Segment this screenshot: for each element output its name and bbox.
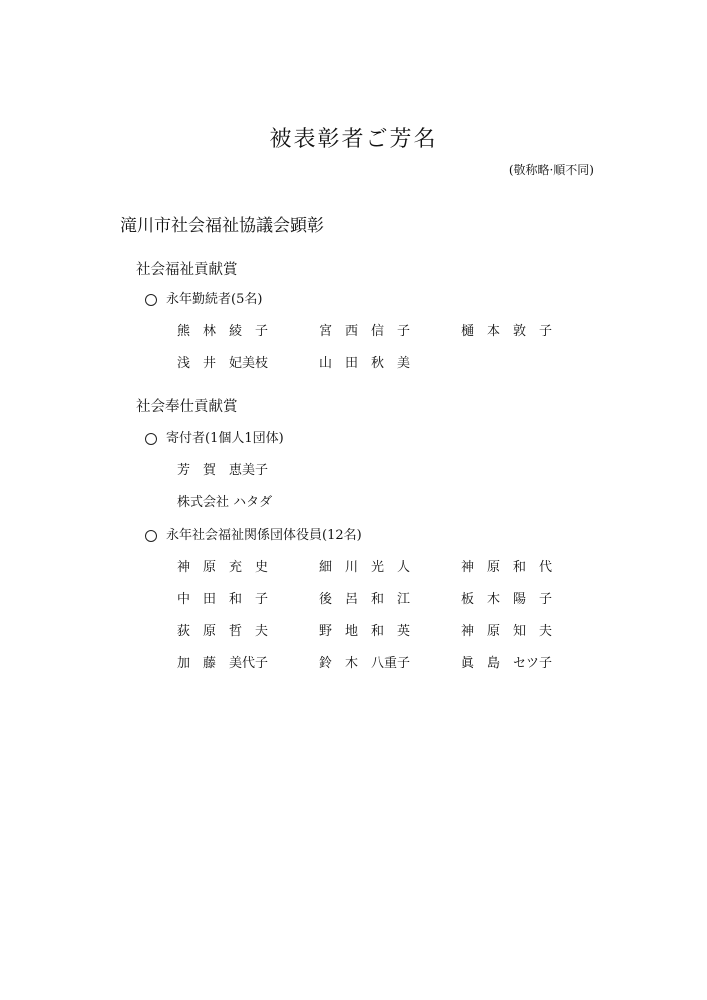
recipient-name: 株式会社 ハタダ — [177, 495, 273, 510]
recipient-name: 後 呂 和 江 — [319, 592, 411, 607]
circle-bullet-icon — [145, 433, 157, 445]
circle-bullet-icon — [145, 530, 157, 542]
name-row — [0, 590, 707, 610]
award-heading: 社会奉仕貢献賞 — [136, 399, 238, 415]
organization-heading: 滝川市社会福祉協議会顕彰 — [120, 216, 324, 236]
recipient-name: 加 藤 美代子 — [177, 656, 269, 671]
recipient-name: 樋 本 敦 子 — [461, 324, 553, 339]
document-title: 被表彰者ご芳名 — [269, 127, 438, 152]
recipient-name: 芳 賀 恵美子 — [177, 463, 269, 478]
circle-bullet-icon — [145, 294, 157, 306]
honorific-note: (敬称略·順不同) — [508, 163, 594, 177]
recipient-name: 宮 西 信 子 — [319, 324, 411, 339]
name-row — [0, 654, 707, 674]
recipient-name: 山 田 秋 美 — [319, 356, 411, 371]
recipient-name: 板 木 陽 子 — [461, 592, 553, 607]
recipient-name: 中 田 和 子 — [177, 592, 269, 607]
name-row — [0, 354, 707, 374]
name-row — [0, 322, 707, 342]
name-row — [0, 493, 707, 513]
recipient-name: 眞 島 セツ子 — [461, 656, 553, 671]
recipient-name: 荻 原 哲 夫 — [177, 624, 269, 639]
name-row — [0, 558, 707, 578]
recipient-name: 細 川 光 人 — [319, 560, 411, 575]
award-heading: 社会福祉貢献賞 — [136, 262, 238, 278]
recipient-name: 神 原 充 史 — [177, 560, 269, 575]
name-row — [0, 622, 707, 642]
recipient-name: 熊 林 綾 子 — [177, 324, 269, 339]
name-row — [0, 461, 707, 481]
recipient-name: 鈴 木 八重子 — [319, 656, 411, 671]
category-label: 永年社会福祉関係団体役員(12名) — [166, 528, 362, 543]
recipient-name: 浅 井 妃美枝 — [177, 356, 269, 371]
category-label: 永年勤続者(5名) — [166, 292, 263, 307]
recipient-name: 神 原 知 夫 — [461, 624, 553, 639]
category-heading — [145, 526, 362, 546]
category-heading — [145, 290, 262, 310]
recipient-name: 神 原 和 代 — [461, 560, 553, 575]
recipient-name: 野 地 和 英 — [319, 624, 411, 639]
category-heading — [145, 429, 284, 449]
category-label: 寄付者(1個人1団体) — [166, 431, 284, 446]
